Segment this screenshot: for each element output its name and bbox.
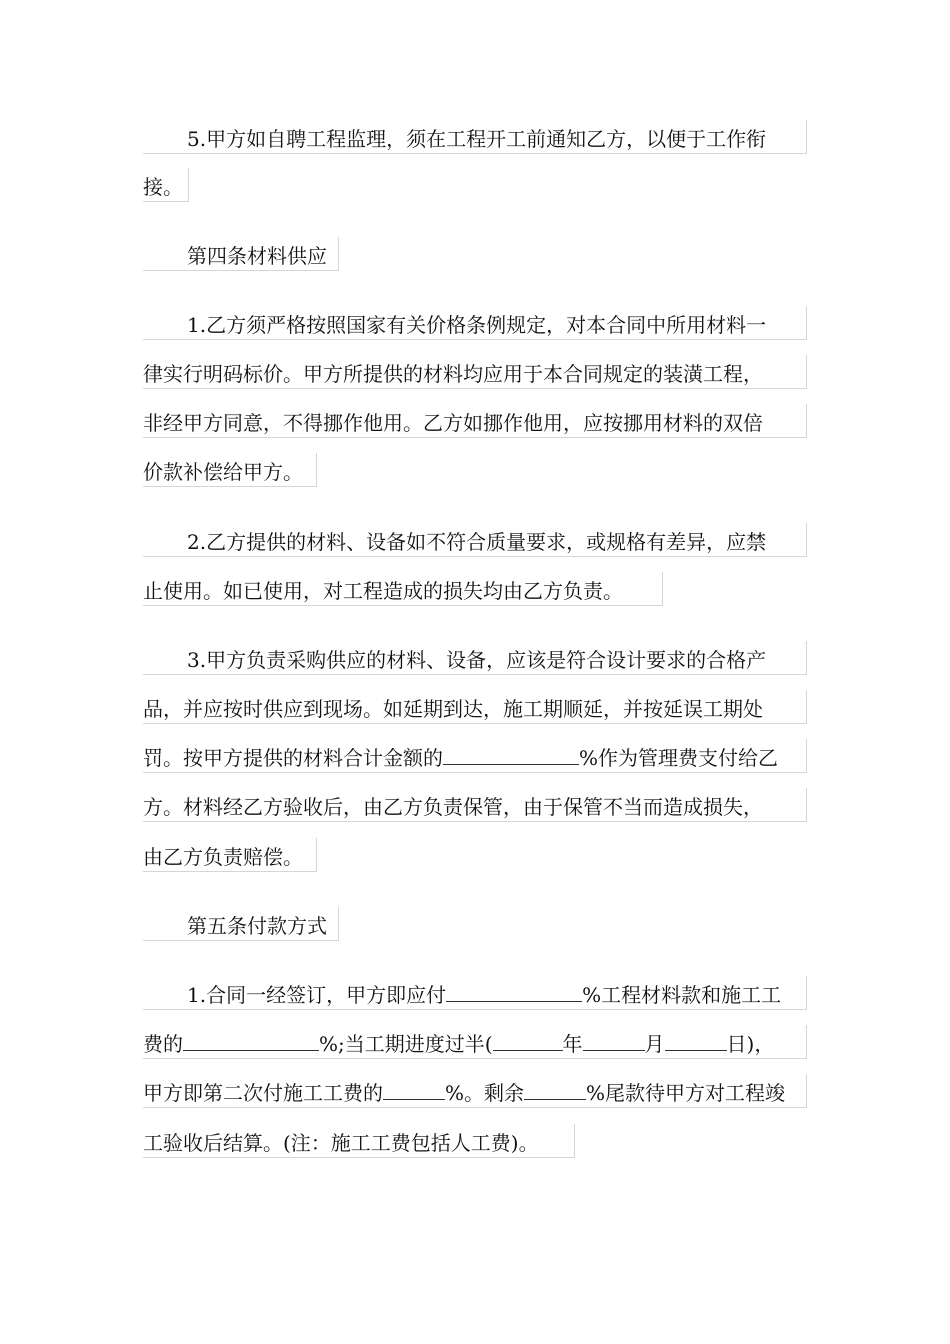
text: %。剩余: [445, 1081, 525, 1105]
material-clause-1-line-4: [143, 453, 317, 487]
material-clause-1-line-3: [143, 404, 807, 438]
text: 工验收后结算。(注：施工工费包括人工费)。: [143, 1131, 539, 1155]
text: 品，并应按时供应到现场。如延期到达，施工期顺延，并按延误工期处: [143, 697, 763, 721]
material-clause-3-line-2: [143, 690, 807, 724]
text: 5.甲方如自聘工程监理，须在工程开工前通知乙方，以便于工作衔: [187, 127, 767, 151]
payment-clause-1-line-3: [143, 1074, 807, 1108]
section-5-heading: [143, 907, 339, 941]
clause-5-line-2: [143, 168, 189, 202]
month-blank[interactable]: [583, 1030, 645, 1051]
second-payment-percent-blank[interactable]: [383, 1079, 445, 1100]
text: %尾款待甲方对工程竣: [586, 1081, 786, 1105]
payment-clause-1-line-4: [143, 1124, 575, 1158]
payment-clause-1-line-2: [143, 1025, 807, 1059]
text: 年: [562, 1032, 583, 1056]
text: 月: [644, 1032, 665, 1056]
heading-text: 第五条付款方式: [187, 914, 327, 938]
year-blank[interactable]: [493, 1030, 563, 1051]
text: %;当工期进度过半(: [319, 1032, 493, 1056]
material-clause-3-line-1: [143, 641, 807, 675]
material-clause-1-line-1: [143, 306, 807, 340]
initial-payment-percent-blank[interactable]: [446, 981, 582, 1002]
remaining-percent-blank[interactable]: [524, 1079, 586, 1100]
text: 接。: [143, 175, 183, 199]
text: %工程材料款和施工工: [582, 983, 782, 1007]
text: 3.甲方负责采购供应的材料、设备，应该是符合设计要求的合格产: [187, 648, 767, 672]
text: 费的: [143, 1032, 183, 1056]
clause-5-line-1: [143, 120, 807, 154]
heading-text: 第四条材料供应: [187, 244, 327, 268]
management-fee-percent-blank[interactable]: [443, 744, 579, 765]
material-clause-3-line-4: [143, 788, 807, 822]
text: 罚。按甲方提供的材料合计金额的: [143, 746, 443, 770]
section-4-heading: [143, 237, 339, 271]
text: 2.乙方提供的材料、设备如不符合质量要求，或规格有差异，应禁: [187, 530, 767, 554]
text: 方。材料经乙方验收后，由乙方负责保管，由于保管不当而造成损失，: [143, 795, 763, 819]
text: 甲方即第二次付施工工费的: [143, 1081, 383, 1105]
text: 由乙方负责赔偿。: [143, 845, 303, 869]
text: 价款补偿给甲方。: [143, 460, 303, 484]
payment-clause-1-line-1: [143, 976, 807, 1010]
material-clause-2-line-1: [143, 523, 807, 557]
text: 止使用。如已使用，对工程造成的损失均由乙方负责。: [143, 579, 623, 603]
text: 日)，: [726, 1032, 775, 1056]
text: %作为管理费支付给乙: [579, 746, 779, 770]
text: 1.合同一经签订，甲方即应付: [187, 983, 447, 1007]
material-clause-2-line-2: [143, 572, 663, 606]
text: 律实行明码标价。甲方所提供的材料均应用于本合同规定的装潢工程，: [143, 362, 763, 386]
material-clause-3-line-5: [143, 838, 317, 872]
labor-fee-percent-blank[interactable]: [183, 1030, 319, 1051]
text: 非经甲方同意，不得挪作他用。乙方如挪作他用，应按挪用材料的双倍: [143, 411, 763, 435]
material-clause-1-line-2: [143, 355, 807, 389]
day-blank[interactable]: [665, 1030, 727, 1051]
material-clause-3-line-3: [143, 739, 807, 773]
text: 1.乙方须严格按照国家有关价格条例规定，对本合同中所用材料一: [187, 313, 767, 337]
